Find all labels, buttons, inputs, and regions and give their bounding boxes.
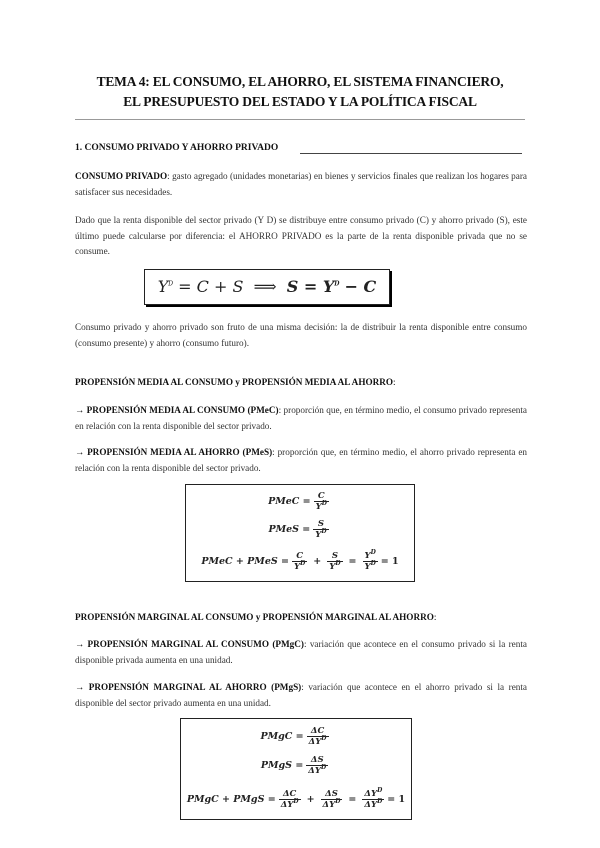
formula-box-propension-media xyxy=(185,484,415,582)
formula-box-main xyxy=(144,269,390,305)
definition-consumo-privado: : gasto agregado (unidades monetarias) en bienes y servicios finales que realizan los hogares para satisfacer sus necesidades. xyxy=(75,171,527,197)
term-pmgc: → PROPENSIÓN MARGINAL AL CONSUMO (PMgC) xyxy=(75,639,304,649)
ahorro-text-b: es la parte de la renta disponible privada que no se consume. xyxy=(75,230,527,256)
paragraph-decision: Consumo privado y ahorro privado son fruto de una misma decisión: la de distribuir la renta disponible entre consumo (consumo presente) y ahorro (consumo futuro). xyxy=(75,322,527,348)
term-ahorro-privado: AHORRO PRIVADO xyxy=(238,230,322,241)
term-pmec: → PROPENSIÓN MEDIA AL CONSUMO (PMeC) xyxy=(75,405,279,415)
formula-pmgc: PMgC = $\frac{\Delta C}{\Delta Y^D}$ xyxy=(260,726,327,747)
formula-pmec: PMeC = $\frac{C}{Y^D}$ xyxy=(268,491,327,512)
formula-main: $Y^D = C + S$ ⟹ $S = Y^D - C$ xyxy=(157,277,377,296)
document-title-line-2: EL PRESUPUESTO DEL ESTADO Y LA POLÍTICA FISCAL xyxy=(123,94,477,109)
term-pmes: → PROPENSIÓN MEDIA AL AHORRO (PMeS) xyxy=(75,447,273,457)
paragraph-pmgs: → PROPENSIÓN MARGINAL AL AHORRO (PMgS): variación que acontece en el ahorro privado si la renta disponible del sector privado aumenta en una unidad. xyxy=(75,682,527,708)
implies-arrow: ⟹ xyxy=(253,277,277,296)
formula-pmgc-plus-pmgs: PMgC + PMgS = $\frac{\Delta C}{\Delta Y^D}$ + $\frac{\Delta S}{\Delta Y^D}$ = $\frac{\Delta Y^D}{\Delta Y^D}$ = 1 xyxy=(186,787,406,810)
term-pmgs: → PROPENSIÓN MARGINAL AL AHORRO (PMgS) xyxy=(75,682,302,692)
paragraph-pmec: → PROPENSIÓN MEDIA AL CONSUMO (PMeC): proporción que, en término medio, el consumo privado representa en relación con la renta disponible del sector privado. xyxy=(75,405,527,431)
formula-pmgs: PMgS = $\frac{\Delta S}{\Delta Y^D}$ xyxy=(260,755,327,776)
heading-propension-marginal: PROPENSIÓN MARGINAL AL CONSUMO y PROPENSIÓN MARGINAL AL AHORRO: xyxy=(75,612,437,622)
section-heading-underline xyxy=(300,153,522,154)
formula-box-propension-marginal xyxy=(180,718,412,820)
formula-pmes: PMeS = $\frac{S}{Y^D}$ xyxy=(268,519,327,540)
paragraph-consumo-privado xyxy=(75,169,527,200)
paragraph-ahorro-privado xyxy=(75,213,527,260)
term-consumo-privado: CONSUMO PRIVADO xyxy=(75,171,168,181)
paragraph-pmgc: → PROPENSIÓN MARGINAL AL CONSUMO (PMgC): variación que acontece en el consumo privado si la renta disponible privada aumenta en una unidad. xyxy=(75,639,527,665)
title-divider xyxy=(75,119,525,120)
heading-propension-media: PROPENSIÓN MEDIA AL CONSUMO y PROPENSIÓN MEDIA AL AHORRO: xyxy=(75,377,396,387)
paragraph-pmes: → PROPENSIÓN MEDIA AL AHORRO (PMeS): proporción que, en término medio, el ahorro privado representa en relación con la renta disponible del sector privado. xyxy=(75,447,528,473)
ahorro-text-a: Dado que la renta disponible del sector privado (Y D) se distribuye entre consumo privado (C) y ahorro privado (S), este último puede calcularse por diferencia: el xyxy=(75,215,527,241)
section-heading: 1. CONSUMO PRIVADO Y AHORRO PRIVADO xyxy=(75,143,279,153)
formula-pmec-plus-pmes: PMeC + PMeS = $\frac{C}{Y^D}$ + $\frac{S}{Y^D}$ = $\frac{Y^D}{Y^D}$ = 1 xyxy=(201,549,399,572)
document-title-line-1: TEMA 4: EL CONSUMO, EL AHORRO, EL SISTEMA FINANCIERO, xyxy=(96,74,504,89)
